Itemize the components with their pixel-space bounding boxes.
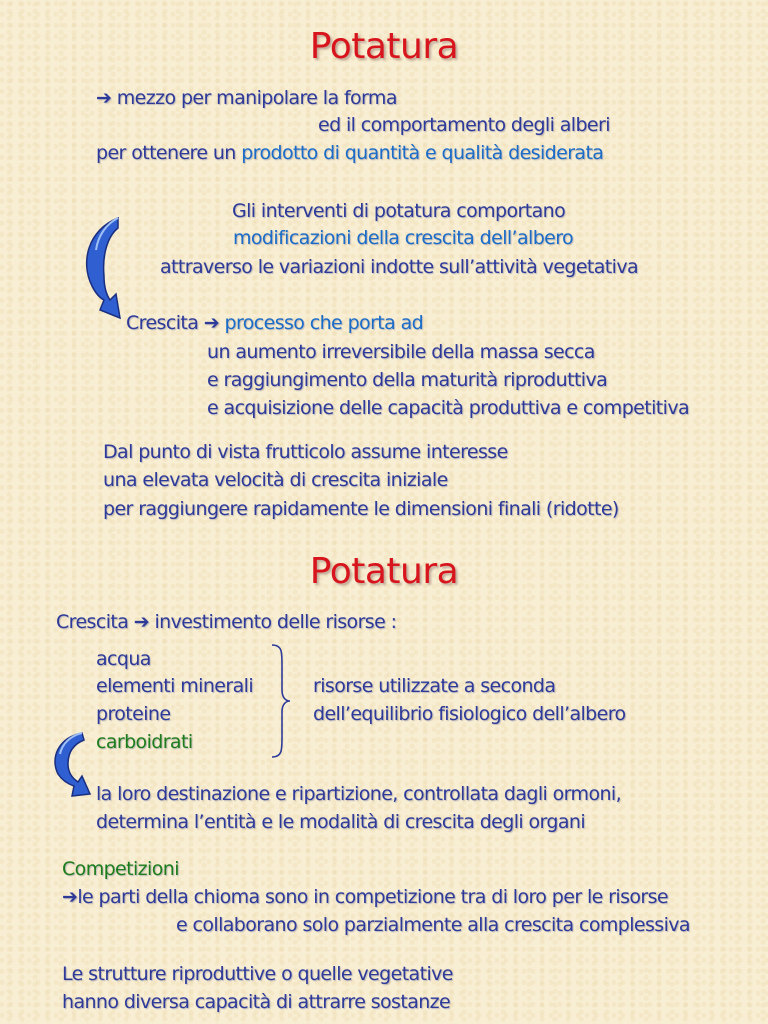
resource-item: elementi minerali [96,675,253,697]
slide1-para4-line-3: per raggiungere rapidamente le dimensioni finali (ridotte) [103,498,619,520]
slide2-title: Potatura [309,551,459,592]
slide1-crescita-line-1 [126,309,423,337]
slide2-destination-line-2: determina l’entità e le modalità di crescita degli organi [96,811,586,833]
right-arrow-icon: ➔ [62,886,78,908]
curly-brace-icon [268,642,294,760]
slide1-para4-line-2: una elevata velocità di crescita iniziale [103,469,448,491]
slide2-competizioni-title: Competizioni [62,858,179,880]
slide1-line-1-text: mezzo per manipolare la forma [111,87,397,109]
slide2-resource-note-1: risorse utilizzate a seconda [313,675,556,697]
curved-arrow-icon [48,730,94,804]
slide1-crescita-text: processo che porta ad [219,312,424,334]
slide1-line-3 [96,139,603,167]
slide1-para2-line-1: Gli interventi di potatura comportano [232,200,566,222]
slide1-crescita-label: Crescita [126,312,204,334]
slide2-resource-note-2: dell’equilibrio fisiologico dell’albero [313,703,626,725]
slide2-crescita-text: investimento delle risorse : [149,611,397,633]
slide2-last-line-1: Le strutture riproduttive o quelle vegetative [62,963,453,985]
right-arrow-icon: ➔ [203,312,220,334]
slide1-para2-line-2: modificazioni della crescita dell’albero [233,227,574,249]
slide2-competizioni-line-1 [62,883,668,911]
slide2-competizioni-text: le parti della chioma sono in competizione tra di loro per le risorse [77,886,668,908]
slide1-line-3-b: prodotto di quantità e qualità desiderata [241,142,604,164]
right-arrow-icon: ➔ [96,87,112,109]
resource-item: acqua [96,648,151,670]
slide1-crescita-line-3: e raggiungimento della maturità riproduttiva [207,369,608,391]
slide1-line-2: ed il comportamento degli alberi [318,114,610,136]
slide2-destination-line-1: la loro destinazione e ripartizione, controllata dagli ormoni, [96,783,622,805]
slide2-crescita-line [56,608,396,636]
slide1-line-3-a: per ottenere un [96,142,242,164]
slide1-crescita-line-4: e acquisizione delle capacità produttiva e competitiva [207,397,690,419]
resource-item: carboidrati [96,731,193,753]
slide2-competizioni-line-2: e collaborano solo parzialmente alla crescita complessiva [176,914,690,936]
resource-item: proteine [96,703,171,725]
slide1-title: Potatura [309,26,459,67]
right-arrow-icon: ➔ [133,611,150,633]
slide2-last-line-2: hanno diversa capacità di attrarre sostanze [62,991,451,1013]
slide2-crescita-label: Crescita [56,611,134,633]
slide1-para2-line-3: attraverso le variazioni indotte sull’attività vegetativa [160,256,639,278]
slide1-line-1 [96,84,397,112]
curved-arrow-icon [78,214,130,326]
slide1-crescita-line-2: un aumento irreversibile della massa secca [207,341,595,363]
slide1-para4-line-1: Dal punto di vista frutticolo assume interesse [103,441,508,463]
